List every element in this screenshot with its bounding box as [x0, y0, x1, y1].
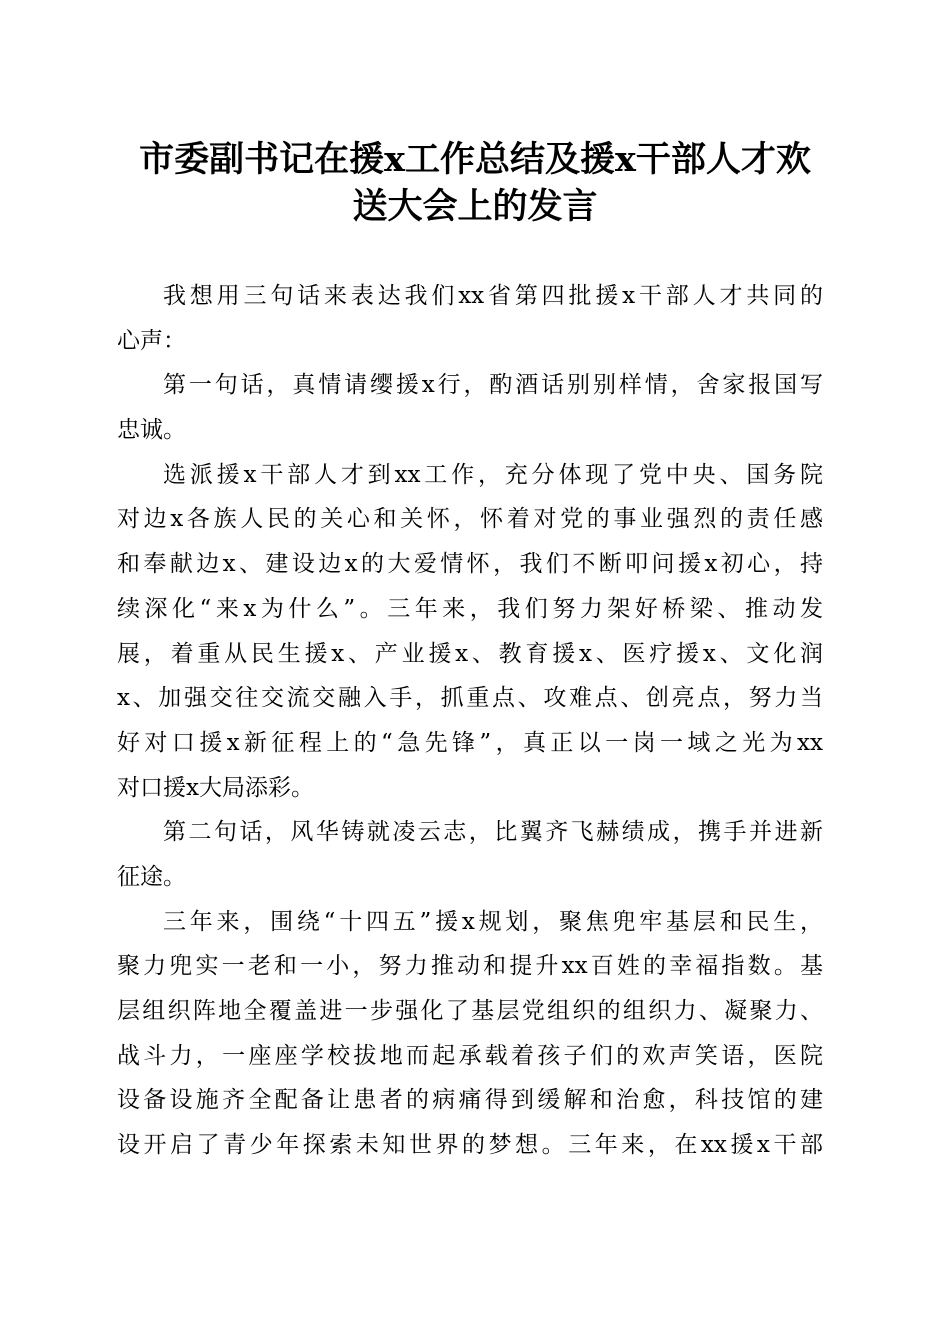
paragraph-line: 层组织阵地全覆盖进一步强化了基层党组织的组织力、凝聚力、	[117, 998, 823, 1024]
paragraph-line: 设开启了青少年探索未知世界的梦想。三年来，在xx援x干部	[117, 1132, 823, 1159]
paragraph-line: 设备设施齐全配备让患者的病痛得到缓解和治愈，科技馆的建	[117, 1087, 823, 1114]
paragraph-line: 忠诚。	[117, 417, 186, 444]
paragraph-line: 续深化“来x为什么”。三年来，我们努力架好桥梁、推动发	[117, 595, 823, 622]
paragraph-line: 聚力兜实一老和一小，努力推动和提升xx百姓的幸福指数。基	[117, 953, 823, 980]
paragraph	[117, 274, 823, 363]
paragraph	[117, 363, 823, 452]
paragraph-line: 好对口援x新征程上的“急先锋”，真正以一岗一域之光为xx	[117, 729, 823, 756]
paragraph-line: 战斗力，一座座学校拔地而起承载着孩子们的欢声笑语，医院	[117, 1042, 823, 1069]
paragraph-line: 第二句话，风华铸就凌云志，比翼齐飞赫绩成，携手并进新	[163, 819, 823, 846]
paragraph-line: 选派援x干部人才到xx工作，充分体现了党中央、国务院	[163, 461, 823, 488]
paragraph-line: 征途。	[117, 863, 186, 890]
title-line: 送大会上的发言	[352, 186, 598, 227]
paragraph-line: 对边x各族人民的关心和关怀，怀着对党的事业强烈的责任感	[117, 506, 823, 533]
title-line: 市委副书记在援x工作总结及援x干部人才欢	[139, 139, 811, 180]
paragraph-line: 对口援x大局添彩。	[117, 774, 314, 801]
paragraph-line: 我想用三句话来表达我们xx省第四批援x干部人才共同的	[163, 283, 823, 309]
document-body	[117, 274, 823, 1168]
paragraph	[117, 810, 823, 899]
paragraph-line: 三年来，围绕“十四五”援x规划，聚焦兜牢基层和民生，	[163, 908, 823, 935]
paragraph-line: 和奉献边x、建设边x的大爱情怀，我们不断叩问援x初心，持	[117, 551, 823, 578]
paragraph-line: x、加强交往交流交融入手，抓重点、攻难点、创亮点，努力当	[117, 685, 823, 712]
paragraph-line: 展，着重从民生援x、产业援x、教育援x、医疗援x、文化润	[117, 640, 823, 667]
paragraph	[117, 453, 823, 811]
paragraph	[117, 900, 823, 1168]
document-title	[110, 136, 840, 230]
paragraph-line: 第一句话，真情请缨援x行，酌酒话别别样情，舍家报国写	[163, 372, 823, 399]
paragraph-line: 心声：	[117, 327, 186, 354]
